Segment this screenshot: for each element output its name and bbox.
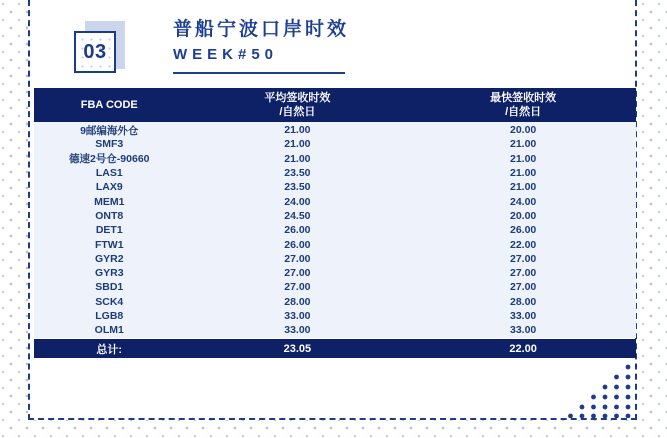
table-row bbox=[34, 237, 636, 251]
cell-avg: 23.50 bbox=[284, 167, 311, 180]
table-row bbox=[34, 166, 636, 180]
cell-avg: 26.00 bbox=[284, 238, 311, 251]
badge-box bbox=[74, 31, 116, 73]
report-card bbox=[28, 0, 637, 420]
cell-avg: 21.00 bbox=[284, 138, 311, 151]
table-row bbox=[34, 280, 636, 294]
table-row bbox=[34, 295, 636, 309]
column-header-label: FBA CODE bbox=[80, 98, 138, 111]
cell-avg: 27.00 bbox=[284, 252, 311, 265]
cell-fastest: 24.00 bbox=[509, 195, 537, 208]
table-body bbox=[34, 122, 636, 338]
cell-code: 德速2号仓-90660 bbox=[68, 153, 150, 166]
cell-fastest: 27.00 bbox=[509, 267, 537, 280]
page-title: 普船宁波口岸时效 bbox=[173, 19, 350, 40]
cell-avg: 27.00 bbox=[284, 267, 311, 280]
cell-code: SCK4 bbox=[95, 295, 124, 308]
cell-fastest: 20.00 bbox=[509, 124, 537, 137]
table-row bbox=[34, 323, 636, 337]
cell-code: OLM1 bbox=[94, 324, 124, 337]
cell-fastest: 21.00 bbox=[509, 138, 537, 151]
column-header-sublabel: /自然日 bbox=[279, 106, 316, 118]
cell-fastest: 22.00 bbox=[509, 238, 537, 251]
cell-fastest: 28.00 bbox=[509, 295, 537, 308]
cell-code: GYR3 bbox=[94, 267, 124, 280]
cell-code: GYR2 bbox=[94, 252, 124, 265]
column-header-fba-code bbox=[34, 98, 185, 112]
column-header-sublabel: /自然日 bbox=[505, 106, 542, 118]
cell-avg: 24.00 bbox=[284, 195, 311, 208]
column-header-fastest bbox=[410, 91, 636, 120]
table-row bbox=[34, 194, 636, 208]
cell-avg: 24.50 bbox=[284, 209, 311, 222]
total-average-value: 23.05 bbox=[283, 342, 312, 355]
table-row bbox=[34, 252, 636, 266]
table-row bbox=[34, 309, 636, 323]
cell-avg: 33.00 bbox=[284, 324, 311, 337]
cell-code: LAX9 bbox=[95, 181, 123, 194]
cell-code: 9邮编海外仓 bbox=[80, 124, 139, 137]
section-number: 03 bbox=[83, 40, 107, 63]
table-row bbox=[34, 152, 636, 166]
cell-code: SBD1 bbox=[95, 281, 124, 294]
cell-avg: 26.00 bbox=[284, 224, 311, 237]
table-header-row bbox=[34, 88, 636, 122]
cell-fastest: 33.00 bbox=[509, 324, 537, 337]
cell-code: DET1 bbox=[95, 224, 123, 237]
cell-code: SMF3 bbox=[95, 138, 124, 151]
cell-avg: 27.00 bbox=[284, 281, 311, 294]
cell-fastest: 20.00 bbox=[509, 209, 537, 222]
table-row bbox=[34, 180, 636, 194]
table-row bbox=[34, 137, 636, 151]
column-header-label: 最快签收时效 bbox=[490, 91, 557, 104]
title-block bbox=[173, 15, 349, 74]
cell-code: LAS1 bbox=[95, 167, 123, 180]
table-total-row bbox=[34, 339, 636, 358]
total-fastest-value: 22.00 bbox=[509, 342, 537, 355]
cell-code: ONT8 bbox=[95, 209, 124, 222]
cell-avg: 28.00 bbox=[284, 295, 311, 308]
total-label: 总计: bbox=[96, 343, 123, 356]
cell-fastest: 21.00 bbox=[509, 181, 537, 194]
title-underline bbox=[173, 72, 345, 74]
table-row bbox=[34, 223, 636, 237]
cell-fastest: 21.00 bbox=[509, 167, 537, 180]
table-row bbox=[34, 123, 636, 137]
cell-fastest: 27.00 bbox=[509, 281, 537, 294]
cell-code: LGB8 bbox=[95, 310, 124, 322]
table-row bbox=[34, 266, 636, 280]
section-number-badge bbox=[74, 21, 126, 73]
week-label: WEEK#50 bbox=[173, 46, 279, 64]
timeliness-table bbox=[34, 88, 636, 358]
dots-triangle-decoration bbox=[568, 360, 634, 418]
column-header-label: 平均签收时效 bbox=[264, 91, 331, 104]
cell-avg: 33.00 bbox=[284, 310, 311, 322]
cell-avg: 21.00 bbox=[284, 152, 311, 165]
cell-fastest: 26.00 bbox=[509, 224, 537, 237]
table-row bbox=[34, 209, 636, 223]
cell-avg: 23.50 bbox=[284, 181, 311, 194]
cell-code: FTW1 bbox=[94, 238, 124, 251]
cell-fastest: 21.00 bbox=[509, 152, 537, 165]
column-header-average bbox=[185, 91, 411, 120]
cell-fastest: 27.00 bbox=[509, 252, 537, 265]
cell-fastest: 33.00 bbox=[509, 310, 537, 322]
cell-avg: 21.00 bbox=[284, 124, 311, 137]
cell-code: MEM1 bbox=[94, 195, 125, 208]
